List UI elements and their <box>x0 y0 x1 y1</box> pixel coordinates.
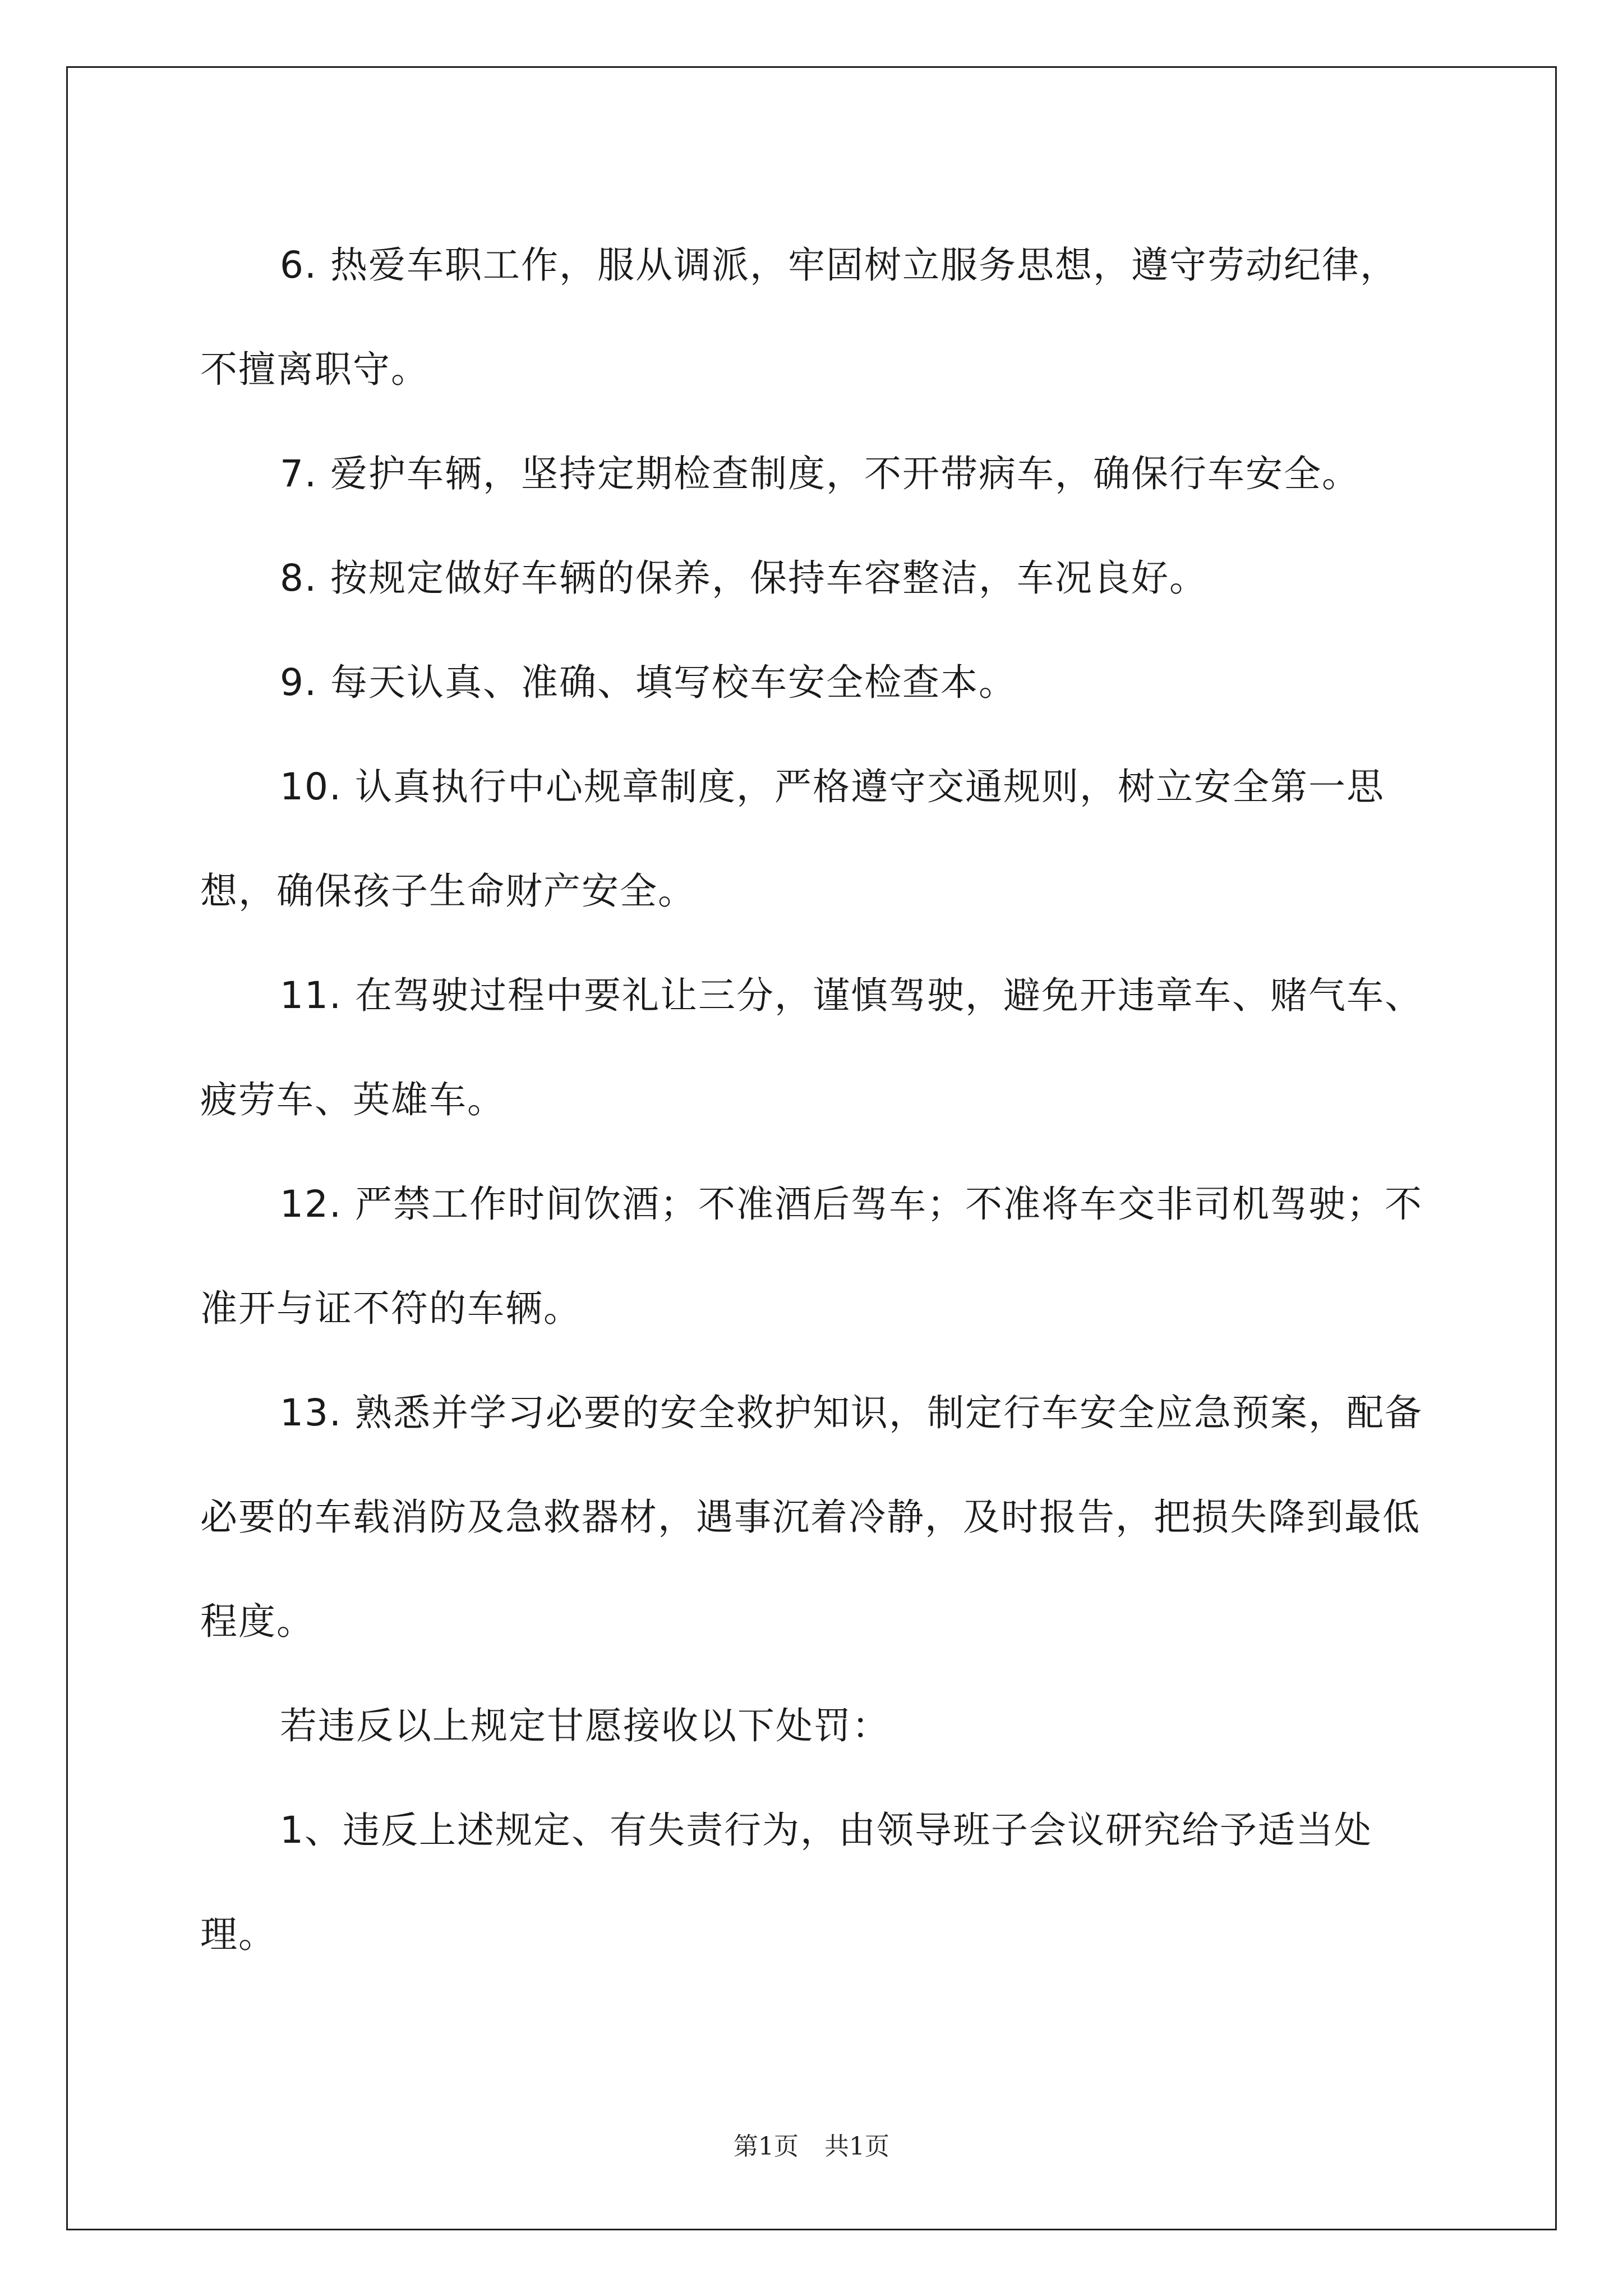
paragraph-item-9: 9. 每天认真、准确、填写校车安全检查本。 <box>280 661 1017 704</box>
paragraph-item-13: 13. 熟悉并学习必要的安全救护知识，制定行车安全应急预案，配备必要的车载消防及急救器材，遇事沉着冷静，及时报告，把损失降到最低程度。 <box>200 1391 1423 1643</box>
penalty-item-1: 1、违反上述规定、有失责行为，由领导班子会议研究给予适当处理。 <box>200 1809 1372 1956</box>
page-number-current: 第1页 <box>734 2132 799 2161</box>
paragraph-item-12: 12. 严禁工作时间饮酒；不准酒后驾车；不准将车交非司机驾驶；不准开与证不符的车辆。 <box>200 1182 1423 1330</box>
paragraph-item-11: 11. 在驾驶过程中要礼让三分，谨慎驾驶，避免开违章车、赌气车、疲劳车、英雄车。 <box>200 974 1423 1121</box>
paragraph-item-6: 6. 热爱车职工作，服从调派，牢固树立服务思想，遵守劳动纪律，不擅离职守。 <box>200 243 1398 391</box>
paragraph-item-7: 7. 爱护车辆，坚持定期检查制度，不开带病车，确保行车安全。 <box>280 452 1360 495</box>
paragraph-item-10: 10. 认真执行中心规章制度，严格遵守交通规则，树立安全第一思想，确保孩子生命财产安全。 <box>200 765 1385 913</box>
penalty-intro: 若违反以上规定甘愿接收以下处罚： <box>280 1704 890 1747</box>
page-number-total: 共1页 <box>824 2132 889 2161</box>
page-footer <box>0 2126 1623 2162</box>
paragraph-item-8: 8. 按规定做好车辆的保养，保持车容整洁，车况良好。 <box>280 556 1207 600</box>
document-body <box>200 213 1434 1987</box>
